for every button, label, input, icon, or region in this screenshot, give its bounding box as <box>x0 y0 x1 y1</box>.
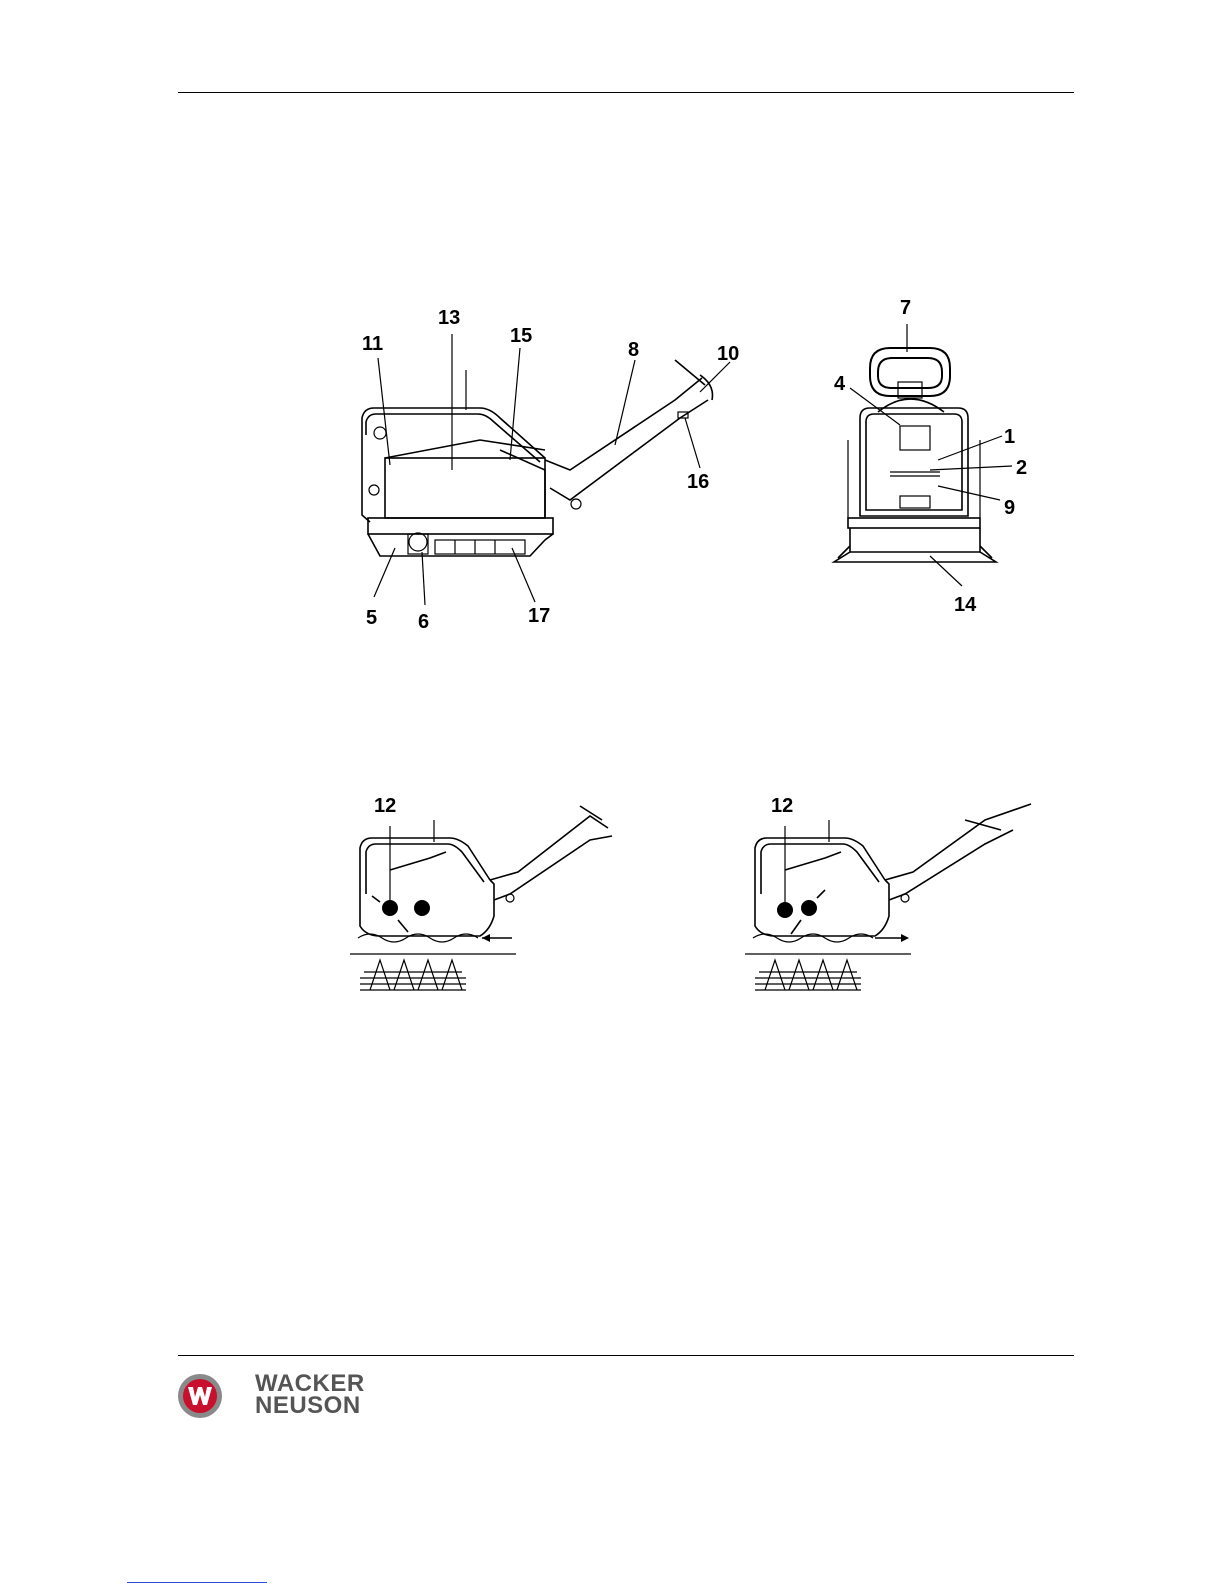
reverse-motion-figure <box>745 790 1045 1000</box>
callout-7: 7 <box>900 297 912 319</box>
callout-6: 6 <box>418 611 430 633</box>
callout-8: 8 <box>628 339 640 361</box>
wacker-neuson-logo <box>176 1372 224 1420</box>
footer-rule <box>178 1355 1074 1356</box>
forward-motion-figure <box>350 790 630 1000</box>
bottom-link-underline <box>127 1582 267 1583</box>
callout-2: 2 <box>1016 457 1028 479</box>
callout-14: 14 <box>954 594 977 616</box>
callout-16: 16 <box>687 471 710 493</box>
callout-12-right: 12 <box>771 795 794 817</box>
rear-view-figure <box>820 290 1050 630</box>
brand-name <box>255 1370 365 1419</box>
callout-13: 13 <box>438 307 461 329</box>
callout-12-left: 12 <box>374 795 397 817</box>
brand-line-2: NEUSON <box>255 1392 361 1419</box>
side-view-figure <box>340 290 760 650</box>
callout-4: 4 <box>834 373 846 395</box>
callout-11: 11 <box>362 333 384 355</box>
callout-5: 5 <box>366 607 378 629</box>
callout-10: 10 <box>717 343 740 365</box>
callout-15: 15 <box>510 325 533 347</box>
header-rule <box>178 92 1074 93</box>
callout-9: 9 <box>1004 497 1016 519</box>
callout-1: 1 <box>1004 426 1016 448</box>
wacker-neuson-w-logo-icon <box>176 1372 224 1420</box>
callout-17: 17 <box>528 605 551 627</box>
brand-line-1: WACKER <box>255 1370 365 1397</box>
